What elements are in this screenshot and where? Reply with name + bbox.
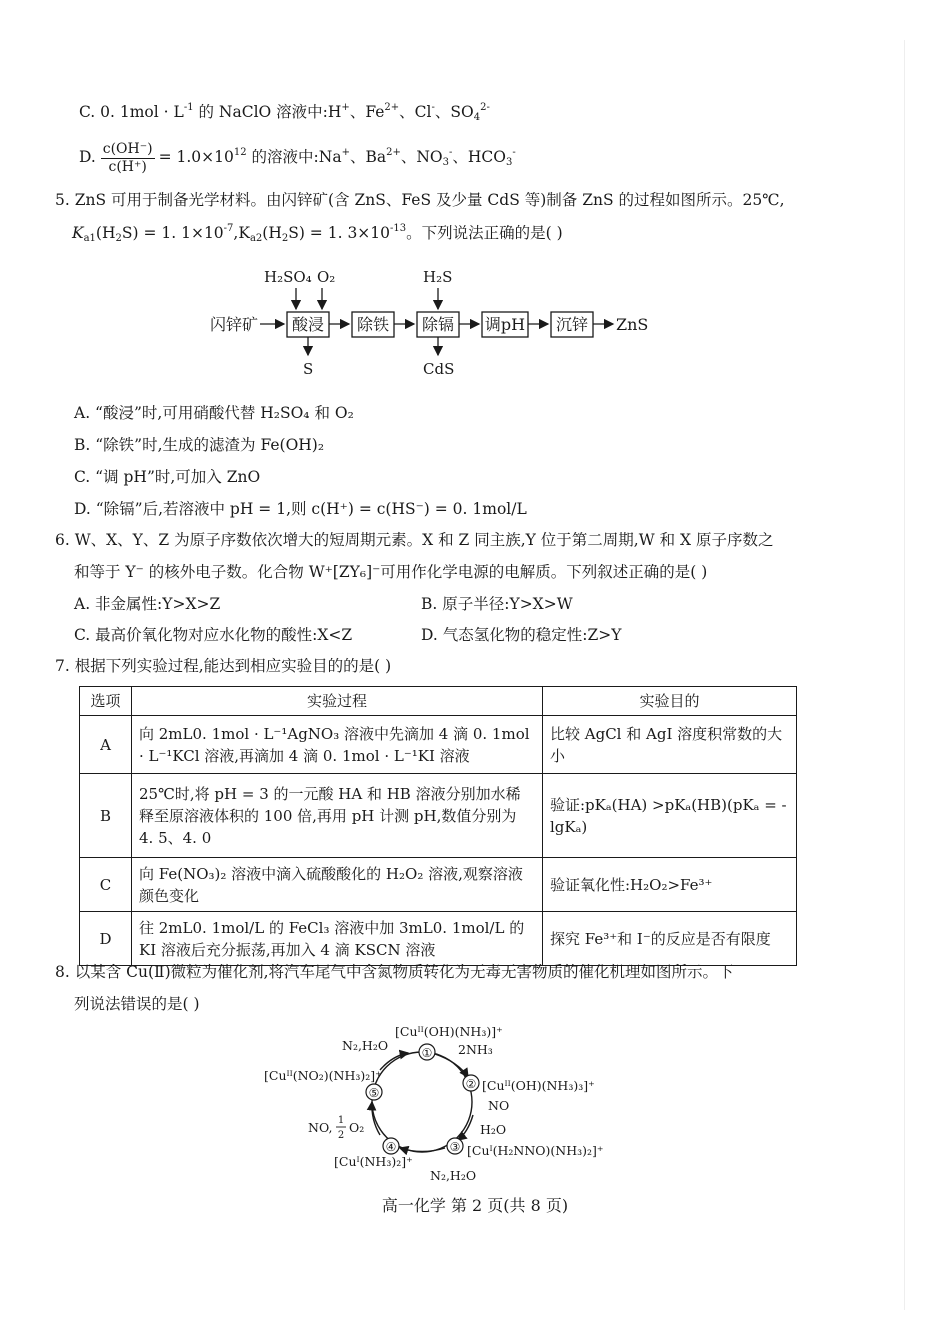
flow-step-zinc-precipitation: 沉锌: [555, 315, 589, 334]
reagent-fraction-num: 1: [337, 1115, 345, 1126]
reagent-2nh3: 2NH₃: [458, 1042, 493, 1057]
cycle-step-4: ④: [385, 1140, 397, 1154]
cycle-step-2: ②: [465, 1077, 477, 1091]
row-option: C: [80, 858, 132, 912]
q7-experiment-table: [79, 686, 797, 966]
q6-option-a: A. 非金属性:Y>X>Z: [74, 595, 221, 613]
table-row: [80, 858, 797, 912]
q5-option-b: B. “除铁”时,生成的滤渣为 Fe(OH)₂: [74, 436, 325, 454]
table-row: [80, 774, 797, 858]
flow-product: ZnS: [616, 315, 649, 334]
ratio-fraction: $\frac{c(OH^-)}{c(H^+)}$: [102, 140, 153, 175]
flow-step-iron-removal: 除铁: [356, 315, 390, 334]
flow-step-cadmium-removal: 除镉: [421, 315, 455, 334]
flow-input-h2s: H₂S: [423, 268, 453, 286]
species-4: [Cuᴵ(NH₃)₂]⁺: [334, 1154, 413, 1169]
q5-stem-line2: $K_{a1}(H_2S) = 1$. $1\times 10^{-7},K_{a2}(H_2S) = 1$. $3\times 10^{-13}$。下列说法正确的是( ): [72, 223, 563, 244]
q8-catalytic-cycle: [250, 1010, 610, 1190]
row-option: D: [80, 912, 132, 966]
q8-stem-line1: 8. 以某含 Cu(Ⅱ)微粒为催化剂,将汽车尾气中含氮物质转化为无毒无害物质的催化机理如图所示。下: [55, 963, 734, 981]
flow-step-adjust-ph: 调pH: [484, 315, 526, 334]
q6-option-c: C. 最高价氧化物对应水化物的酸性:X<Z: [74, 626, 353, 644]
flow-output-s: S: [303, 360, 314, 378]
header-process: 实验过程: [132, 687, 543, 716]
header-option: 选项: [80, 687, 132, 716]
reagent-fraction-den: 2: [337, 1130, 345, 1141]
row-purpose: 验证:pKₐ(HA) >pKₐ(HB)(pKₐ = -lgKₐ): [543, 774, 797, 858]
row-process: 向 2mL0. 1mol · L⁻¹AgNO₃ 溶液中先滴加 4 滴 0. 1mol · L⁻¹KCl 溶液,再滴加 4 滴 0. 1mol · L⁻¹KI 溶液: [132, 716, 543, 774]
cycle-step-3: ③: [449, 1140, 461, 1154]
cycle-step-1: ①: [421, 1046, 433, 1060]
product-n2-h2o-step3: N₂,H₂O: [430, 1168, 477, 1183]
cycle-step-5: ⑤: [368, 1086, 380, 1100]
q5-option-a: A. “酸浸”时,可用硝酸代替 H₂SO₄ 和 O₂: [74, 404, 354, 422]
row-process: 向 Fe(NO₃)₂ 溶液中滴入硫酸酸化的 H₂O₂ 溶液,观察溶液颜色变化: [132, 858, 543, 912]
row-purpose: 比较 AgCl 和 AgI 溶度积常数的大小: [543, 716, 797, 774]
row-purpose: 验证氧化性:H₂O₂>Fe³⁺: [543, 858, 797, 912]
q8-stem-line2: 列说法错误的是( ): [74, 995, 200, 1013]
q4-option-d: D. $\frac{c(OH^-)}{c(H^+)}$ = $1.0\times 10^{12}$ 的溶液中:Na+、$Ba^{2+}$、$NO_3^-$、$HCO_3^-$: [79, 140, 516, 175]
table-row: [80, 912, 797, 966]
reagent-o2: O₂: [349, 1120, 365, 1135]
q6-option-d: D. 气态氢化物的稳定性:Z>Y: [421, 626, 622, 644]
q6-option-b: B. 原子半径:Y>X>W: [421, 595, 573, 613]
product-n2-h2o-step5: N₂,H₂O: [342, 1038, 389, 1053]
row-process: 25℃时,将 pH = 3 的一元酸 HA 和 HB 溶液分别加水稀释至原溶液体积的 100 倍,再用 pH 计测 pH,数值分别为 4. 5、4. 0: [132, 774, 543, 858]
q5-option-c: C. “调 pH”时,可加入 ZnO: [74, 468, 261, 486]
reagent-no-o2-label: NO,: [308, 1120, 333, 1135]
table-header-row: [80, 687, 797, 716]
q5-stem-line1: 5. ZnS 可用于制备光学材料。由闪锌矿(含 ZnS、FeS 及少量 CdS 等)制备 ZnS 的过程如图所示。25℃,: [55, 191, 785, 209]
page-footer: 高一化学 第 2 页(共 8 页): [381, 1196, 569, 1215]
q6-stem-line2: 和等于 Y⁻ 的核外电子数。化合物 W⁺[ZY₆]⁻可用作化学电源的电解质。下列叙述正确的是( ): [74, 563, 708, 581]
page-edge: [904, 40, 905, 1310]
row-process: 往 2mL0. 1mol/L 的 FeCl₃ 溶液中加 3mL0. 1mol/L 的 KI 溶液后充分振荡,再加入 4 滴 KSCN 溶液: [132, 912, 543, 966]
q5-process-flowchart: [200, 262, 660, 380]
species-3: [Cuᴵ(H₂NNO)(NH₃)₂]⁺: [467, 1143, 604, 1158]
row-purpose: 探究 Fe³⁺和 I⁻的反应是否有限度: [543, 912, 797, 966]
q6-stem-line1: 6. W、X、Y、Z 为原子序数依次增大的短周期元素。X 和 Z 同主族,Y 位于第二周期,W 和 X 原子序数之: [55, 531, 774, 549]
species-2: [Cuᴵᴵ(OH)(NH₃)₃]⁺: [482, 1078, 595, 1093]
flow-output-cds: CdS: [423, 360, 455, 378]
species-5: [Cuᴵᴵ(NO₂)(NH₃)₂]⁺: [264, 1068, 382, 1083]
q4-option-c: C. 0. $1mol \cdot L^{-1}$ 的 NaClO 溶液中:H+、$Fe^{2+}$、Cl-、$SO_4^{2-}$: [79, 102, 490, 123]
header-purpose: 实验目的: [543, 687, 797, 716]
table-row: [80, 716, 797, 774]
q7-stem: 7. 根据下列实验过程,能达到相应实验目的的是( ): [55, 657, 392, 675]
flow-step-leaching: 酸浸: [291, 315, 325, 334]
flow-input-o2: O₂: [317, 268, 336, 286]
flow-ore: 闪锌矿: [210, 315, 259, 334]
species-1: [Cuᴵᴵ(OH)(NH₃)]⁺: [395, 1024, 503, 1039]
row-option: A: [80, 716, 132, 774]
reagent-no: NO: [488, 1098, 510, 1113]
q5-option-d: D. “除镉”后,若溶液中 pH = 1,则 c(H⁺) = c(HS⁻) = 0. 1mol/L: [74, 500, 527, 518]
cycle-ring: [372, 1052, 472, 1152]
flow-input-h2so4: H₂SO₄: [264, 268, 312, 286]
product-h2o: H₂O: [480, 1122, 507, 1137]
row-option: B: [80, 774, 132, 858]
